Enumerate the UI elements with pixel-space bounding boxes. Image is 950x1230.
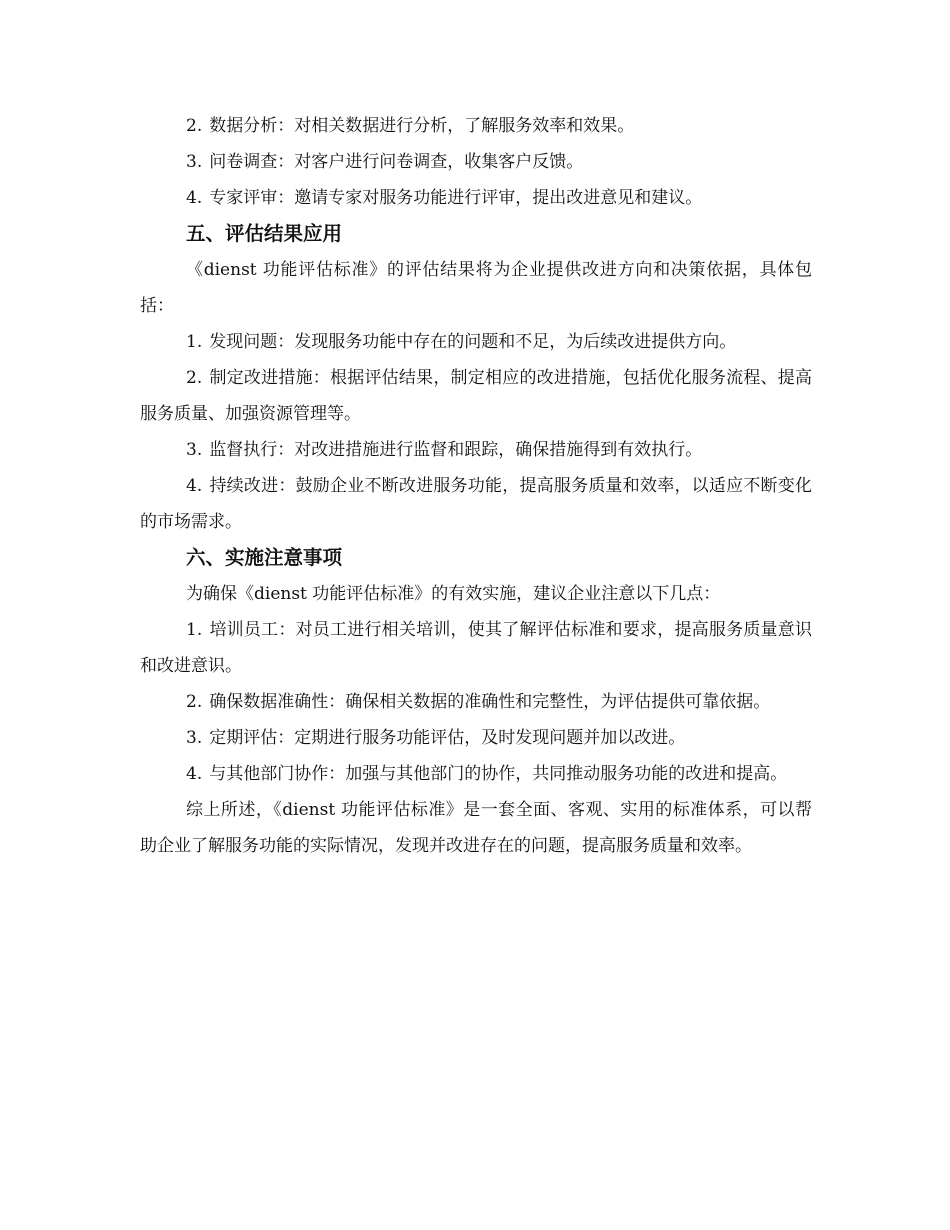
list-item bbox=[140, 432, 812, 468]
list-item bbox=[140, 180, 812, 216]
item-number: 2. bbox=[186, 368, 203, 388]
list-item bbox=[140, 324, 812, 360]
list-item bbox=[140, 144, 812, 180]
list-item bbox=[140, 756, 812, 792]
item-number: 3. bbox=[186, 728, 203, 748]
item-text: 与其他部门协作：加强与其他部门的协作，共同推动服务功能的改进和提高。 bbox=[209, 764, 788, 784]
item-number: 4. bbox=[186, 764, 203, 784]
paragraph: 《dienst 功能评估标准》的评估结果将为企业提供改进方向和决策依据，具体包括： bbox=[140, 260, 812, 316]
paragraph: 为确保《dienst 功能评估标准》的有效实施，建议企业注意以下几点： bbox=[186, 584, 721, 604]
item-text: 数据分析：对相关数据进行分析，了解服务效率和效果。 bbox=[209, 116, 635, 136]
list-item bbox=[140, 684, 812, 720]
item-number: 2. bbox=[186, 116, 203, 136]
item-text: 发现问题：发现服务功能中存在的问题和不足，为后续改进提供方向。 bbox=[209, 332, 737, 352]
item-text: 问卷调查：对客户进行问卷调查，收集客户反馈。 bbox=[209, 152, 584, 172]
item-number: 1. bbox=[186, 620, 203, 640]
item-text: 确保数据准确性：确保相关数据的准确性和完整性，为评估提供可靠依据。 bbox=[209, 692, 771, 712]
item-number: 1. bbox=[186, 332, 203, 352]
item-text: 培训员工：对员工进行相关培训，使其了解评估标准和要求，提高服务质量意识和改进意识。 bbox=[140, 620, 812, 676]
item-text: 制定改进措施：根据评估结果，制定相应的改进措施，包括优化服务流程、提高服务质量、加强资源管理等。 bbox=[140, 368, 812, 424]
document-page bbox=[140, 108, 812, 864]
item-text: 监督执行：对改进措施进行监督和跟踪，确保措施得到有效执行。 bbox=[209, 440, 703, 460]
item-text: 定期评估：定期进行服务功能评估，及时发现问题并加以改进。 bbox=[209, 728, 686, 748]
list-item bbox=[140, 612, 812, 684]
section-heading-5: 五、评估结果应用 bbox=[186, 222, 343, 245]
item-number: 4. bbox=[186, 188, 203, 208]
list-item bbox=[140, 360, 812, 432]
item-number: 3. bbox=[186, 440, 203, 460]
item-number: 2. bbox=[186, 692, 203, 712]
list-item bbox=[140, 468, 812, 540]
item-text: 持续改进：鼓励企业不断改进服务功能，提高服务质量和效率，以适应不断变化的市场需求。 bbox=[140, 476, 812, 532]
item-text: 专家评审：邀请专家对服务功能进行评审，提出改进意见和建议。 bbox=[209, 188, 703, 208]
list-item bbox=[140, 108, 812, 144]
section-heading-6: 六、实施注意事项 bbox=[186, 546, 343, 569]
list-item bbox=[140, 720, 812, 756]
summary-paragraph: 综上所述，《dienst 功能评估标准》是一套全面、客观、实用的标准体系，可以帮助企业了解服务功能的实际情况，发现并改进存在的问题，提高服务质量和效率。 bbox=[140, 800, 812, 856]
item-number: 3. bbox=[186, 152, 203, 172]
item-number: 4. bbox=[186, 476, 203, 496]
